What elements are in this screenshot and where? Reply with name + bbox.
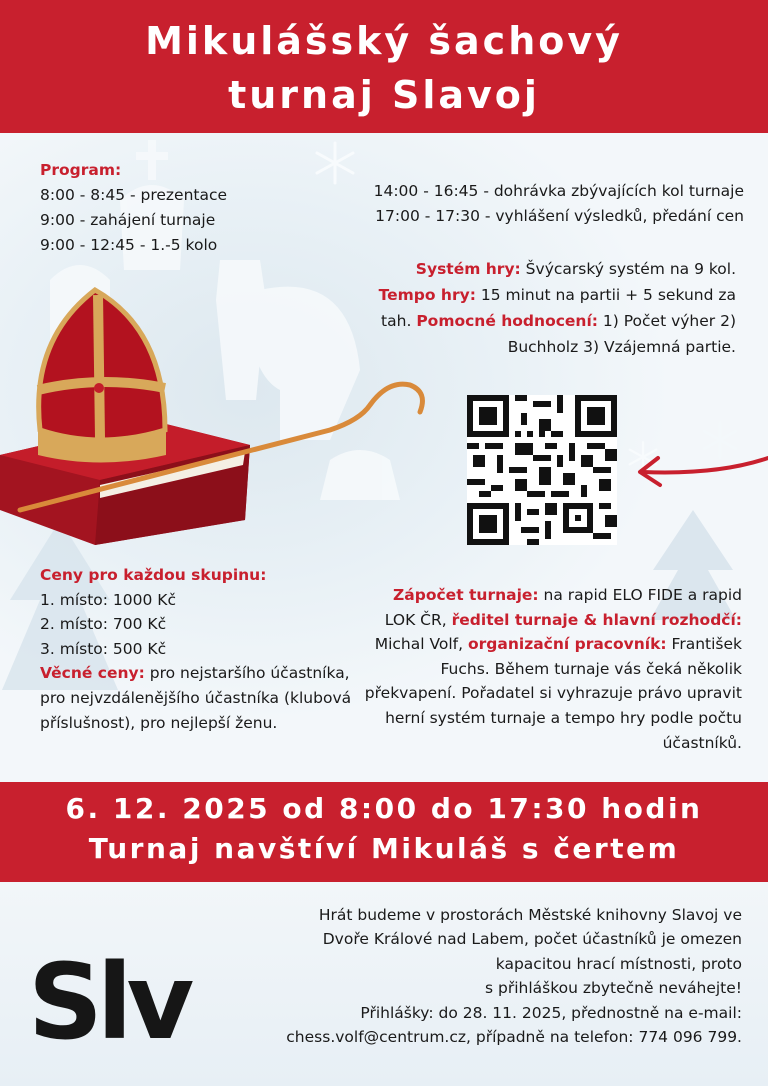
title-banner (0, 0, 768, 133)
slavoj-logo (28, 950, 193, 1050)
prize-line: 2. místo: 700 Kč (40, 615, 167, 634)
org-text: František Fuchs. Během turnaje vás čeká několik překvapení. Pořadatel si vyhrazuje právo upravit herní systém turnaje a tempo hry podle počtu účastníků. (364, 635, 742, 752)
prize-line: 1. místo: 1000 Kč (40, 590, 176, 609)
prizes-section (40, 563, 360, 735)
program-label: Program: (40, 161, 122, 179)
director-text: Michal Volf, (374, 635, 468, 654)
venue-line: Dvoře Králové nad Labem, počet účastníků je omezen (322, 930, 742, 949)
mitre-book-illustration (0, 280, 460, 550)
snowflake-icon (312, 140, 358, 186)
prizes-label: Ceny pro každou skupinu: (40, 566, 267, 584)
program-section (40, 158, 227, 258)
schedule-line: 14:00 - 16:45 - dohrávka zbývajících kol turnaje (373, 182, 744, 200)
material-text: pro nejstaršího účastníka, pro nejvzdálenějšího účastníka (klubová příslušnost), pro nejlepší ženu. (40, 664, 352, 732)
material-prizes (40, 661, 360, 735)
venue-line: Hrát budeme v prostorách Městské knihovny Slavoj ve (318, 906, 742, 924)
aux-label: Pomocné hodnocení: (416, 312, 598, 330)
aux-text: 1) Počet výher 2) Buchholz 3) Vzájemná partie. (507, 312, 736, 356)
arrow-icon (628, 430, 768, 500)
tempo-text: 15 minut na partii + 5 sekund za tah. (381, 286, 736, 330)
prize-line: 3. místo: 500 Kč (40, 639, 167, 658)
system-text: Švýcarský systém na 9 kol. (520, 260, 736, 278)
venue-line: Přihlášky: do 28. 11. 2025, přednostně na e-mail: (360, 1003, 742, 1022)
schedule-line: 17:00 - 17:30 - vyhlášení výsledků, předání cen (375, 207, 744, 225)
venue-contact-line[interactable]: chess.volf@centrum.cz, případně na telefon: 774 096 799. (286, 1028, 742, 1047)
info-section (362, 583, 742, 755)
venue-section (222, 903, 742, 1049)
program-line: 9:00 - 12:45 - 1.-5 kolo (40, 236, 218, 254)
director-label: ředitel turnaje & hlavní rozhodčí: (451, 610, 742, 629)
date-line: 6. 12. 2025 od 8:00 do 17:30 hodin (65, 792, 703, 825)
org-label: organizační pracovník: (468, 635, 667, 654)
visit-line: Turnaj navštíví Mikuláš s čertem (88, 832, 680, 865)
program-line: 9:00 - zahájení turnaje (40, 211, 216, 229)
date-banner (0, 782, 768, 882)
schedule-right (374, 179, 744, 229)
logo-text: Slv (28, 950, 189, 1050)
system-label: Systém hry: (415, 260, 521, 278)
venue-line: s přihláškou zbytečně neváhejte! (485, 979, 742, 998)
venue-line: kapacitou hrací místnosti, proto (495, 954, 742, 973)
page-title: Mikulášský šachový turnaj Slavoj (145, 19, 623, 117)
material-label: Věcné ceny: (40, 664, 145, 683)
tempo-label: Tempo hry: (378, 286, 476, 304)
program-line: 8:00 - 8:45 - prezentace (40, 186, 228, 204)
qr-code[interactable] (467, 395, 617, 545)
rating-text: na rapid ELO FIDE a rapid LOK ČR, (384, 586, 742, 629)
rating-label: Zápočet turnaje: (393, 586, 539, 604)
